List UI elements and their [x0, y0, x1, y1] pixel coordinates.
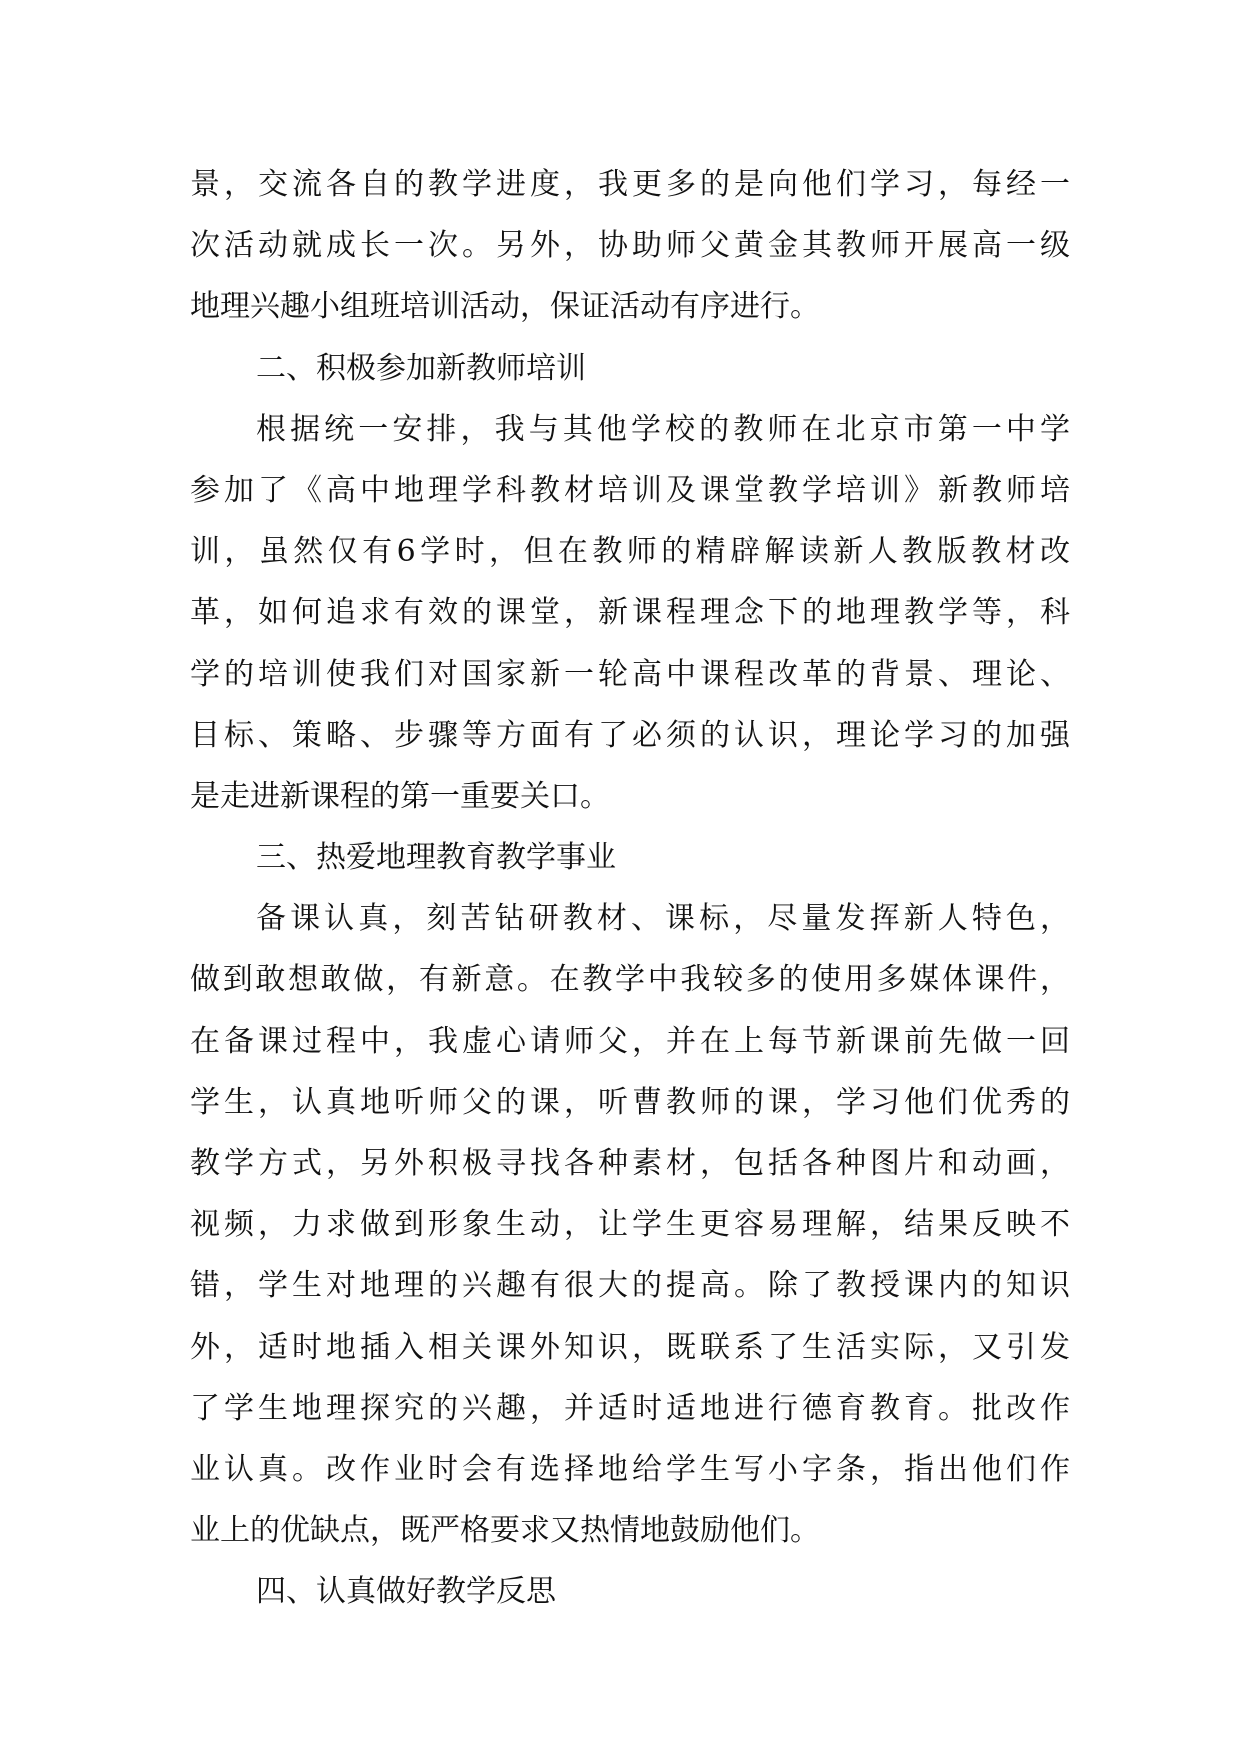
document-body [190, 154, 1070, 1623]
text-line: 学的培训使我们对国家新一轮高中课程改革的背景、理论、 [190, 656, 1070, 692]
text-line: 教学方式，另外积极寻找各种素材，包括各种图片和动画， [190, 1146, 1070, 1181]
text-line: 视频，力求做到形象生动，让学生更容易理解，结果反映不 [190, 1207, 1070, 1243]
section-heading-4: 四、认真做好教学反思 [256, 1574, 556, 1610]
text-line: 做到敢想敢做，有新意。在教学中我较多的使用多媒体课件， [190, 962, 1070, 998]
section-heading-2: 二、积极参加新教师培训 [256, 350, 586, 386]
text-line: 参加了《高中地理学科教材培训及课堂教学培训》新教师培 [190, 472, 1070, 508]
text-line: 次活动就成长一次。另外，协助师父黄金其教师开展高一级 [190, 228, 1070, 264]
text-line: 外，适时地插入相关课外知识，既联系了生活实际，又引发 [190, 1329, 1070, 1365]
text-line: 业认真。改作业时会有选择地给学生写小字条，指出他们作 [190, 1451, 1070, 1487]
text-line: 学生，认真地听师父的课，听曹教师的课，学习他们优秀的 [190, 1084, 1070, 1120]
text-line: 在备课过程中，我虚心请师父，并在上每节新课前先做一回 [190, 1023, 1070, 1059]
text-line: 根据统一安排，我与其他学校的教师在北京市第一中学 [256, 411, 1070, 447]
text-line: 目标、策略、步骤等方面有了必须的认识，理论学习的加强 [190, 717, 1070, 753]
paragraph-continuation [190, 154, 1070, 338]
text-line: 错，学生对地理的兴趣有很大的提高。除了教授课内的知识 [190, 1268, 1070, 1304]
text-line: 了学生地理探究的兴趣，并适时适地进行德育教育。批改作 [190, 1390, 1070, 1426]
paragraph-training [190, 399, 1070, 827]
text-line: 业上的优缺点，既严格要求又热情地鼓励他们。 [190, 1513, 820, 1549]
text-line: 是走进新课程的第一重要关口。 [190, 778, 610, 814]
text-line: 备课认真，刻苦钻研教材、课标，尽量发挥新人特色， [256, 901, 1070, 937]
section-heading-3: 三、热爱地理教育教学事业 [256, 840, 616, 876]
paragraph-teaching [190, 888, 1070, 1561]
text-line: 革，如何追求有效的课堂，新课程理念下的地理教学等，科 [190, 595, 1070, 631]
text-line: 地理兴趣小组班培训活动，保证活动有序进行。 [190, 289, 820, 325]
text-line: 训，虽然仅有6学时，但在教师的精辟解读新人教版教材改 [190, 534, 1070, 570]
text-line: 景，交流各自的教学进度，我更多的是向他们学习，每经一 [190, 167, 1070, 202]
